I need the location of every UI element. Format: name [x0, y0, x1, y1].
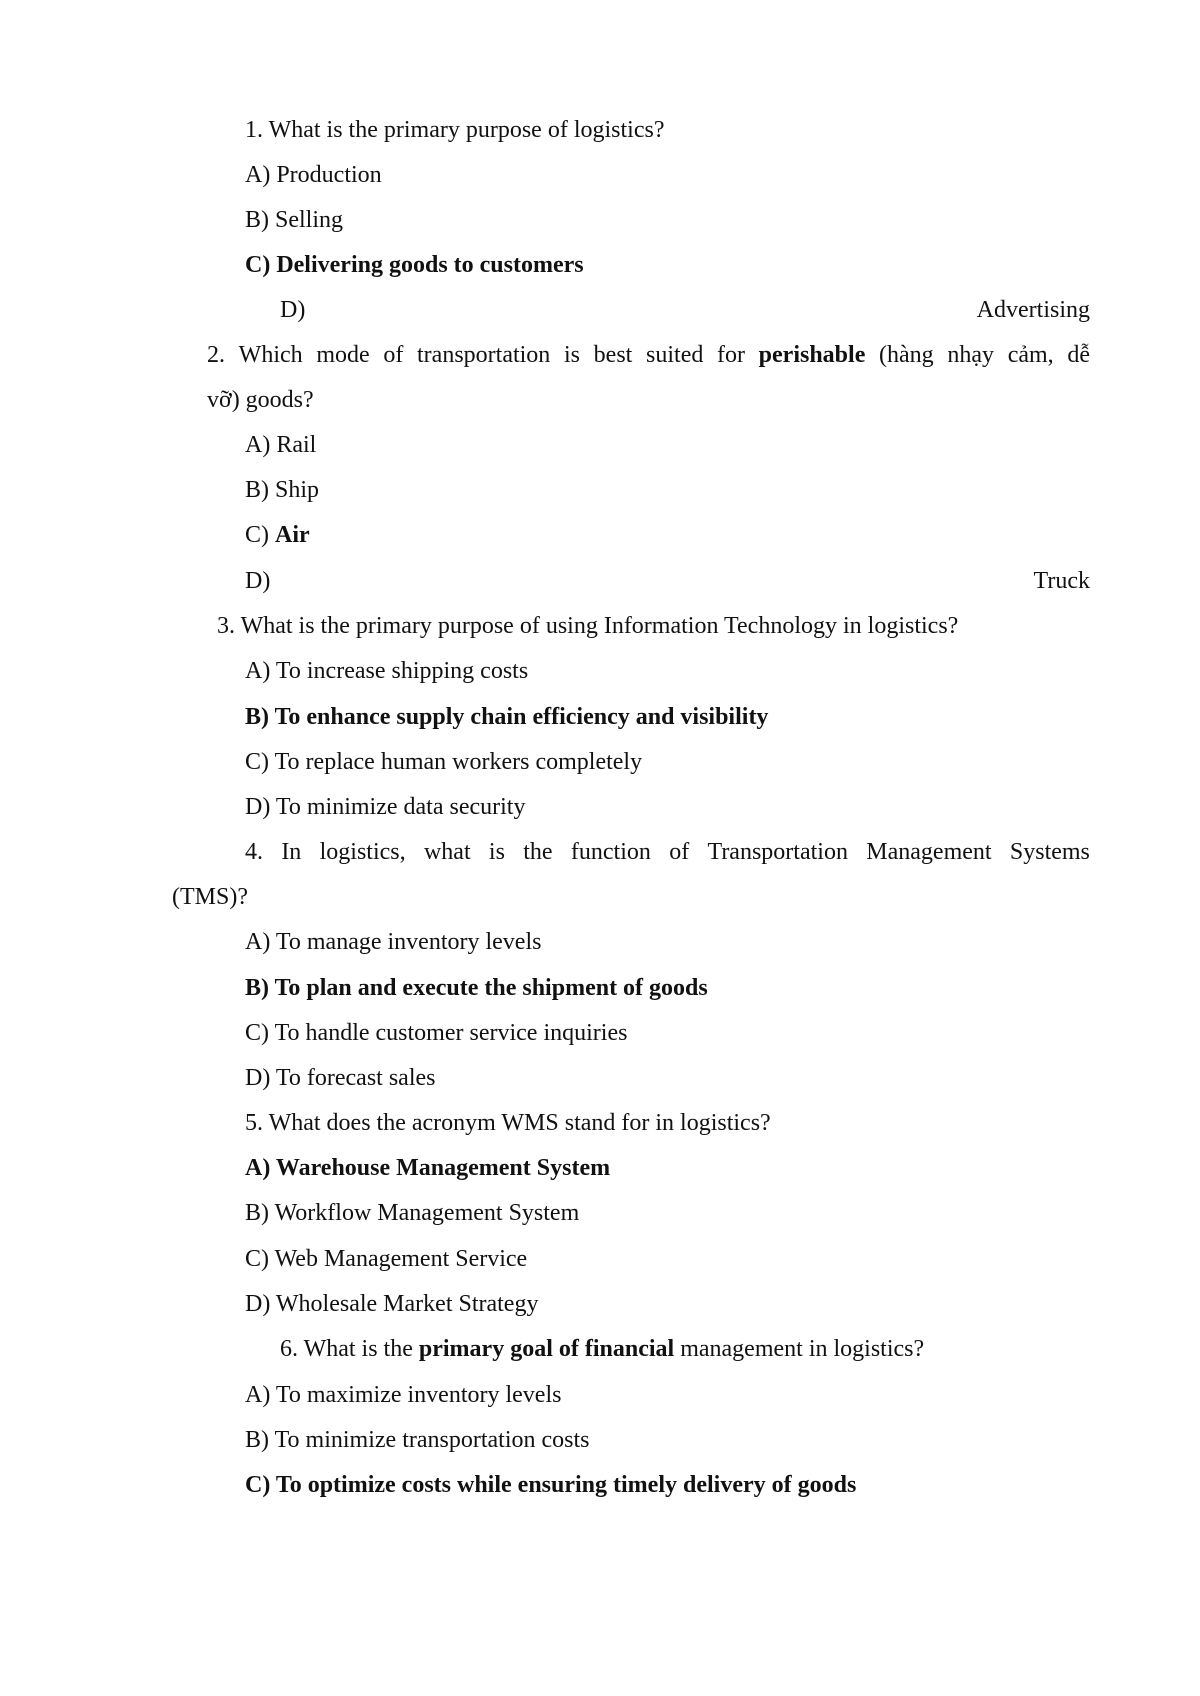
question-4-option-a: A) To manage inventory levels — [245, 929, 542, 955]
question-5-option-b: B) Workflow Management System — [245, 1200, 580, 1226]
word: dễ — [1067, 342, 1090, 368]
question-2-stem-line-1 — [207, 340, 1090, 370]
question-5-option-a-answer: A) Warehouse Management System — [245, 1155, 611, 1181]
word: is — [488, 839, 505, 865]
question-6-option-a: A) To maximize inventory levels — [245, 1382, 562, 1408]
question-3-option-a: A) To increase shipping costs — [245, 658, 529, 684]
word: transportation — [417, 342, 551, 368]
question-6-option-c-answer: C) To optimize costs while ensuring timely delivery of goods — [245, 1472, 857, 1498]
word: Which — [238, 342, 303, 368]
question-1-option-a: A) Production — [245, 162, 382, 188]
question-5-option-d: D) Wholesale Market Strategy — [245, 1291, 539, 1317]
word: suited — [646, 342, 704, 368]
option-d-text: Advertising — [976, 297, 1090, 323]
word: Systems — [1009, 839, 1090, 865]
question-1-option-b: B) Selling — [245, 207, 344, 233]
word: cảm, — [1007, 342, 1054, 368]
word: nhạy — [947, 342, 995, 368]
question-5-option-c: C) Web Management Service — [245, 1246, 528, 1272]
word: mode — [316, 342, 370, 368]
question-6-stem — [280, 1334, 924, 1364]
word-bold: perishable — [758, 342, 866, 368]
word: logistics, — [319, 839, 406, 865]
stem-bold: primary goal of financial — [418, 1336, 675, 1362]
word: (hàng — [879, 342, 934, 368]
word: 4. — [245, 839, 263, 865]
question-4-option-b-answer: B) To plan and execute the shipment of goods — [245, 975, 708, 1001]
question-2-option-c — [245, 520, 310, 550]
question-1-option-c-answer: C) Delivering goods to customers — [245, 252, 584, 278]
question-4-stem-line-2: (TMS)? — [172, 884, 248, 910]
question-2-stem-line-2: vỡ) goods? — [207, 387, 314, 413]
option-d-letter: D) — [245, 568, 271, 594]
question-4-stem-line-1 — [245, 837, 1090, 867]
question-2-option-a: A) Rail — [245, 432, 317, 458]
option-d-letter: D) — [280, 297, 306, 323]
word: Transportation — [707, 839, 848, 865]
question-2-option-d — [245, 566, 1090, 596]
question-4-option-c: C) To handle customer service inquiries — [245, 1020, 628, 1046]
question-4-option-d: D) To forecast sales — [245, 1065, 436, 1091]
word: of — [669, 839, 690, 865]
question-1-option-d — [280, 295, 1090, 325]
option-c-answer: Air — [275, 522, 310, 548]
question-2-option-b: B) Ship — [245, 477, 320, 503]
question-3-option-c: C) To replace human workers completely — [245, 749, 643, 775]
stem-suffix: management in logistics? — [674, 1336, 925, 1362]
word: of — [383, 342, 404, 368]
question-1-stem: 1. What is the primary purpose of logistics? — [245, 117, 665, 143]
question-3-option-d: D) To minimize data security — [245, 794, 526, 820]
word: 2. — [207, 342, 225, 368]
word: Management — [866, 839, 992, 865]
word: function — [570, 839, 651, 865]
stem-prefix: 6. What is the — [280, 1336, 419, 1362]
question-3-stem: 3. What is the primary purpose of using Information Technology in logistics? — [217, 613, 959, 639]
word: best — [593, 342, 633, 368]
option-d-text: Truck — [1033, 568, 1090, 594]
question-5-stem: 5. What does the acronym WMS stand for in logistics? — [245, 1110, 771, 1136]
word: is — [563, 342, 580, 368]
question-6-option-b: B) To minimize transportation costs — [245, 1427, 590, 1453]
question-3-option-b-answer: B) To enhance supply chain efficiency and visibility — [245, 704, 769, 730]
word: In — [281, 839, 302, 865]
word: for — [717, 342, 745, 368]
word: the — [523, 839, 553, 865]
word: what — [423, 839, 471, 865]
option-c-prefix: C) — [245, 522, 275, 548]
